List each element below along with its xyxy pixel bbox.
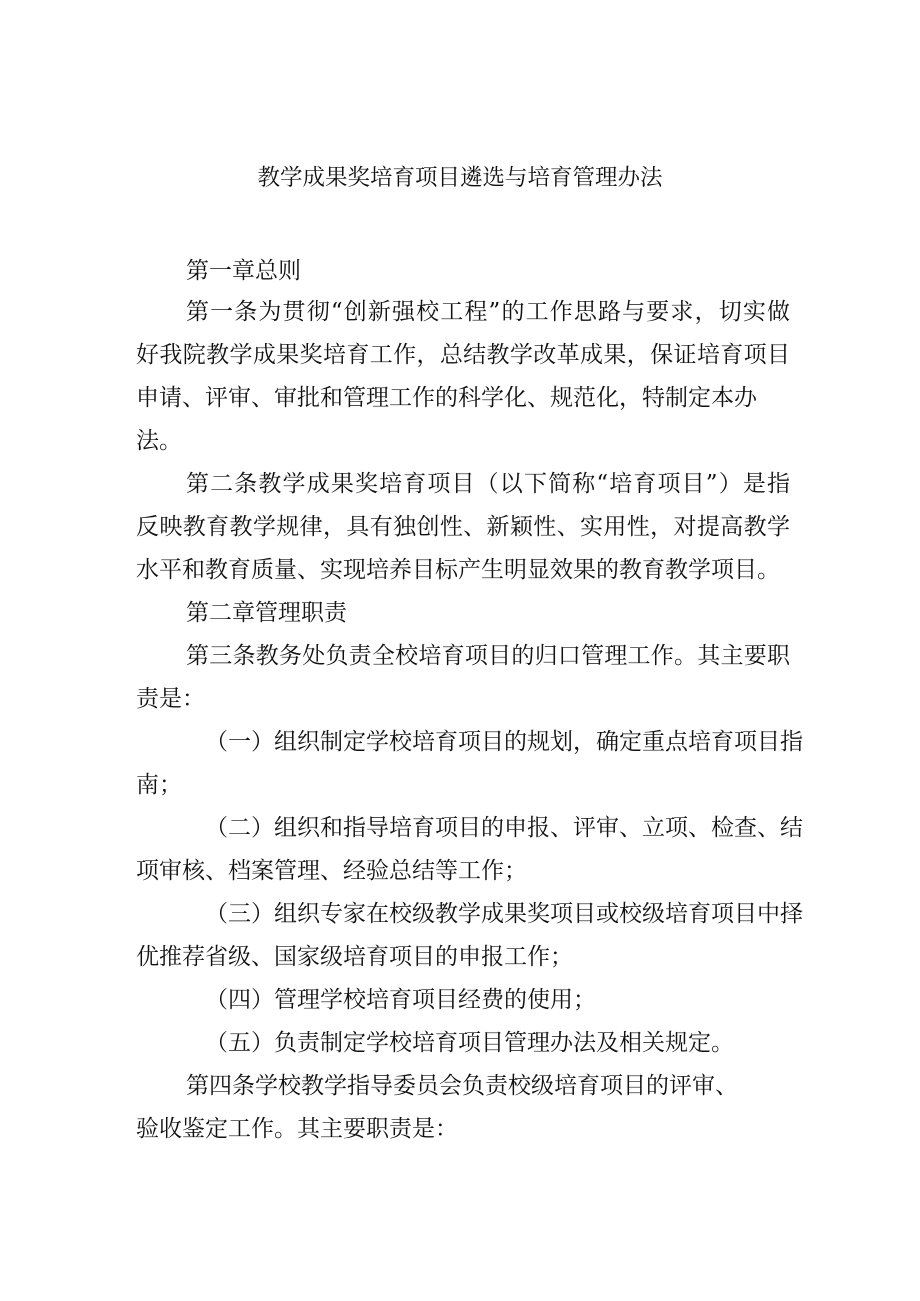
article-2-line-2: 反映教育教学规律，具有独创性、新颖性、实用性，对提高教学 bbox=[136, 514, 790, 540]
item-3-line-2: 优推荐省级、国家级培育项目的申报工作； bbox=[136, 944, 573, 970]
chapter-1-heading: 第一章总则 bbox=[186, 258, 301, 284]
article-3-line-2: 责是： bbox=[136, 686, 205, 712]
article-1-line-4: 法。 bbox=[136, 428, 182, 454]
item-1-line-1: （一）组织制定学校培育项目的规划，确定重点培育项目指 bbox=[205, 729, 803, 755]
item-1-line-2: 南； bbox=[136, 772, 182, 798]
chapter-2-heading: 第二章管理职责 bbox=[186, 600, 347, 626]
document-title: 教学成果奖培育项目遴选与培育管理办法 bbox=[257, 165, 663, 191]
article-2-line-1: 第二条教学成果奖培育项目（以下简称“培育项目”）是指 bbox=[186, 471, 790, 497]
article-2-line-3: 水平和教育质量、实现培养目标产生明显效果的教育教学项目。 bbox=[136, 557, 780, 583]
article-3-line-1: 第三条教务处负责全校培育项目的归口管理工作。其主要职 bbox=[186, 643, 790, 669]
article-4-line-1: 第四条学校教学指导委员会负责校级培育项目的评审、 bbox=[186, 1073, 738, 1099]
article-4-line-2: 验收鉴定工作。其主要职责是： bbox=[136, 1116, 458, 1142]
article-1-line-3: 申请、评审、审批和管理工作的科学化、规范化，特制定本办 bbox=[136, 385, 757, 411]
item-4-line-1: （四）管理学校培育项目经费的使用； bbox=[205, 987, 596, 1013]
article-1-line-2: 好我院教学成果奖培育工作，总结教学改革成果，保证培育项目 bbox=[136, 342, 790, 368]
article-1-line-1: 第一条为贯彻“创新强校工程”的工作思路与要求，切实做 bbox=[186, 299, 790, 325]
item-5-line-1: （五）负责制定学校培育项目管理办法及相关规定。 bbox=[205, 1030, 734, 1056]
item-3-line-1: （三）组织专家在校级教学成果奖项目或校级培育项目中择 bbox=[205, 901, 803, 927]
item-2-line-1: （二）组织和指导培育项目的申报、评审、立项、检查、结 bbox=[205, 815, 803, 841]
item-2-line-2: 项审核、档案管理、经验总结等工作； bbox=[136, 858, 527, 884]
